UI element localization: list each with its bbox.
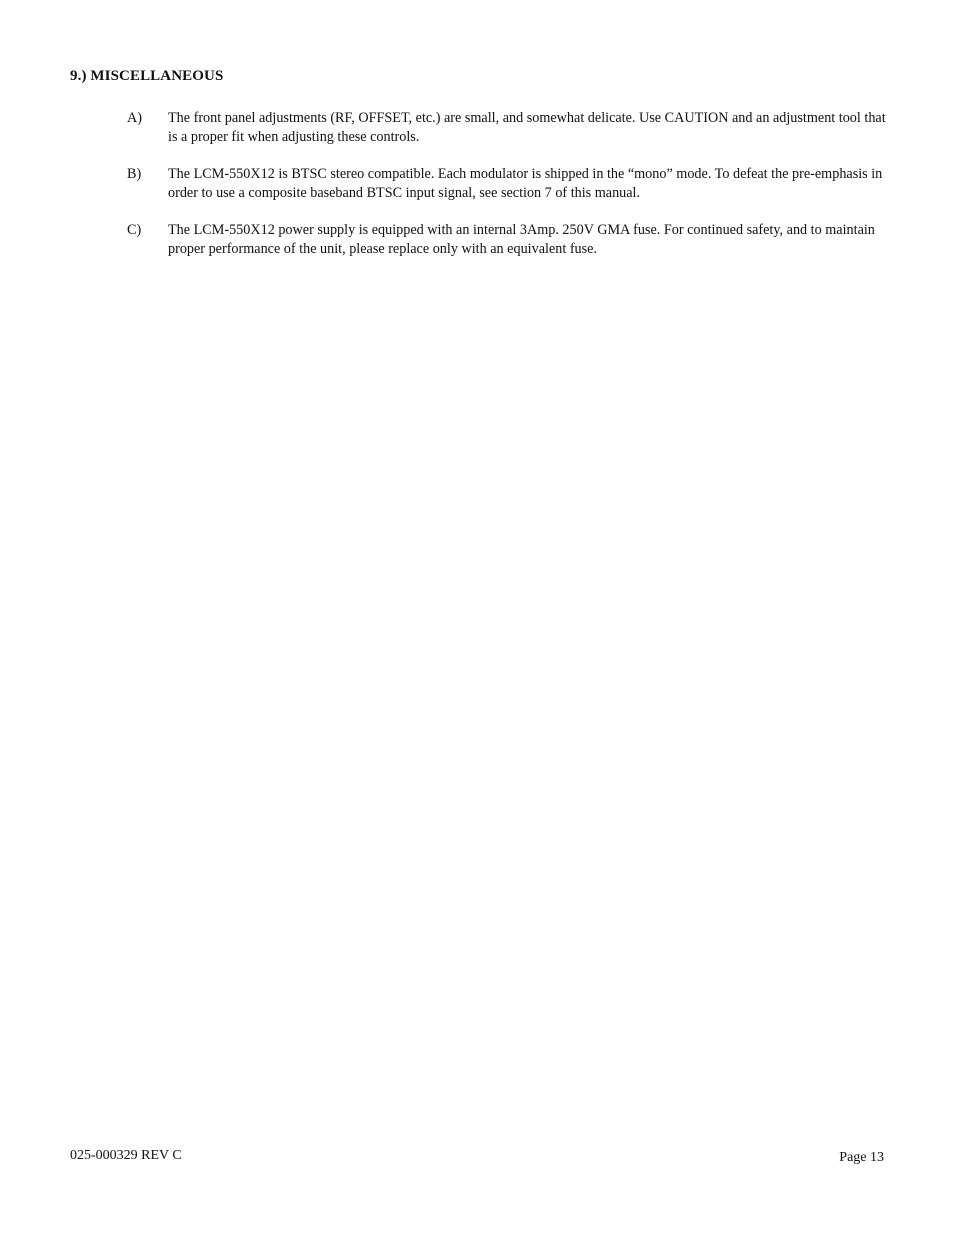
item-label: A) bbox=[127, 110, 142, 126]
list-item-c bbox=[127, 221, 887, 259]
page-number: Page 13 bbox=[839, 1150, 884, 1165]
document-number: 025-000329 REV C bbox=[70, 1148, 182, 1163]
item-list bbox=[127, 109, 887, 277]
item-label: B) bbox=[127, 166, 142, 182]
item-text: The LCM-550X12 power supply is equipped with an internal 3Amp. 250V GMA fuse. For continued safety, and to maintain proper performance of the unit, please replace only with an equivalent fuse. bbox=[168, 222, 875, 257]
item-label: C) bbox=[127, 222, 142, 238]
section-heading: 9.) MISCELLANEOUS bbox=[70, 68, 224, 84]
list-item-b bbox=[127, 165, 887, 203]
item-text: The LCM-550X12 is BTSC stereo compatible. Each modulator is shipped in the “mono” mode. To defeat the pre-emphasis in order to use a composite baseband BTSC input signal, see section 7 of this manual. bbox=[168, 166, 883, 201]
item-text: The front panel adjustments (RF, OFFSET, etc.) are small, and somewhat delicate. Use CAUTION and an adjustment tool that is a proper fit when adjusting these controls. bbox=[168, 110, 886, 145]
list-item-a bbox=[127, 109, 887, 147]
